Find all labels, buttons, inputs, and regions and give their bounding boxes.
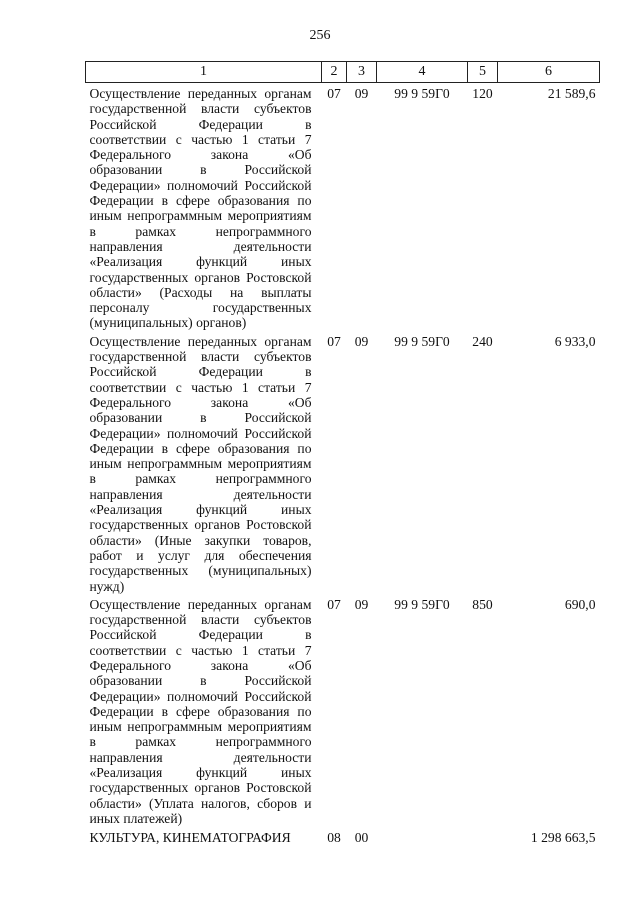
row-description: Осуществление переданных органам государственной власти субъектов Российской Федерации в соответствии с частью 1 статьи 7 Федерального закона «Об образовании в Российской Федерации» полномочий Российской Федерации в сфере образования по иным непрограммным мероприятиям в рамках непрограммного направления деятельности «Реализация функций иных государственных органов Ростовской области» (Иные закупки товаров, работ и услуг для обеспечения государственных (муниципальных) нужд) bbox=[89, 333, 312, 594]
section-csr bbox=[377, 826, 468, 845]
column-header-2: 2 bbox=[322, 62, 347, 83]
row-rz: 07 bbox=[327, 333, 341, 349]
row-vr: 240 bbox=[472, 333, 493, 349]
page-number: 256 bbox=[309, 28, 331, 43]
row-csr: 99 9 59Г0 bbox=[394, 333, 450, 349]
budget-table bbox=[85, 61, 600, 846]
row-pr: 09 bbox=[354, 86, 369, 101]
row-csr: 99 9 59Г0 bbox=[394, 596, 450, 612]
column-header-5: 5 bbox=[468, 62, 498, 83]
section-vr bbox=[468, 826, 498, 845]
row-description: Осуществление переданных органам государственной власти субъектов Российской Федерации в соответствии с частью 1 статьи 7 Федерального закона «Об образовании в Российской Федерации» полномочий Российской Федерации в сфере образования по иным непрограммным мероприятиям в рамках непрограммного направления деятельности «Реализация функций иных государственных органов Ростовской области» (Уплата налогов, сборов и иных платежей) bbox=[89, 596, 312, 826]
column-header-1: 1 bbox=[86, 62, 322, 83]
section-title: КУЛЬТУРА, КИНЕМАТОГРАФИЯ bbox=[89, 830, 291, 846]
row-vr: 120 bbox=[472, 86, 493, 101]
row-csr: 99 9 59Г0 bbox=[394, 86, 450, 101]
row-rz: 07 bbox=[327, 596, 341, 612]
row-amount: 6 933,0 bbox=[554, 333, 596, 349]
section-pr: 00 bbox=[354, 830, 369, 846]
row-rz: 07 bbox=[327, 86, 341, 101]
row-amount: 690,0 bbox=[564, 596, 596, 612]
row-vr: 850 bbox=[472, 596, 493, 612]
section-row bbox=[86, 826, 600, 845]
table-row bbox=[86, 83, 600, 331]
section-amount: 1 298 663,5 bbox=[530, 830, 596, 846]
section-rz: 08 bbox=[327, 830, 341, 846]
column-header-3: 3 bbox=[347, 62, 377, 83]
table-row bbox=[86, 594, 600, 826]
table-row bbox=[86, 331, 600, 594]
row-amount: 21 589,6 bbox=[547, 86, 596, 101]
row-description: Осуществление переданных органам государственной власти субъектов Российской Федерации в соответствии с частью 1 статьи 7 Федерального закона «Об образовании в Российской Федерации» полномочий Российской Федерации в сфере образования по иным непрограммным мероприятиям в рамках непрограммного направления деятельности «Реализация функций иных государственных органов Ростовской области» (Расходы на выплаты персоналу государственных (муниципальных) органов) bbox=[89, 86, 312, 331]
header-row bbox=[86, 62, 600, 83]
row-pr: 09 bbox=[354, 333, 369, 349]
column-header-6: 6 bbox=[498, 62, 600, 83]
column-header-4: 4 bbox=[377, 62, 468, 83]
table-header bbox=[86, 62, 600, 83]
row-pr: 09 bbox=[354, 596, 369, 612]
